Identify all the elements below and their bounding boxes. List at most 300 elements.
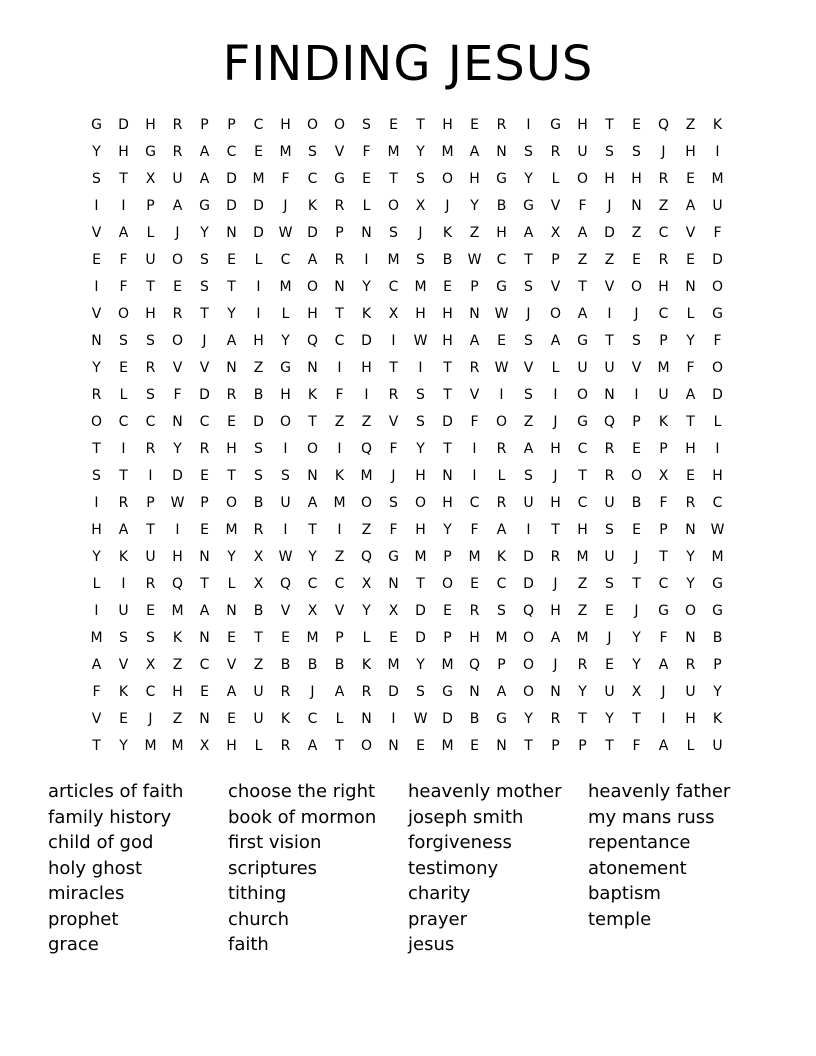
grid-letter: D xyxy=(199,387,210,403)
grid-letter: N xyxy=(685,279,696,295)
grid-letter: S xyxy=(119,630,128,646)
grid-letter: T xyxy=(605,333,614,349)
grid-letter: R xyxy=(469,603,480,619)
grid-letter: Z xyxy=(577,252,588,268)
word-item: child of god xyxy=(48,832,154,853)
grid-letter: B xyxy=(253,387,264,403)
grid-letter: M xyxy=(387,252,400,268)
grid-letter: S xyxy=(416,414,425,430)
grid-letter: H xyxy=(415,522,426,538)
grid-letter: S xyxy=(605,522,614,538)
grid-letter: C xyxy=(145,684,156,700)
grid-letter: T xyxy=(524,738,533,754)
grid-letter: I xyxy=(94,495,99,511)
grid-letter: O xyxy=(279,414,292,430)
grid-letter: U xyxy=(658,387,669,403)
grid-letter: F xyxy=(362,144,371,160)
grid-letter: E xyxy=(605,657,614,673)
grid-letter: I xyxy=(94,198,99,214)
grid-letter: A xyxy=(496,684,507,700)
grid-letter: P xyxy=(335,225,344,241)
grid-letter: E xyxy=(227,630,236,646)
grid-letter: T xyxy=(659,549,668,565)
grid-letter: Z xyxy=(253,360,264,376)
grid-letter: Z xyxy=(334,549,345,565)
grid-letter: I xyxy=(256,279,261,295)
grid-letter: P xyxy=(659,522,668,538)
grid-letter: S xyxy=(605,576,614,592)
grid-letter: J xyxy=(553,576,558,592)
grid-letter: N xyxy=(307,468,318,484)
grid-letter: H xyxy=(658,279,669,295)
grid-letter: I xyxy=(94,279,99,295)
grid-letter: G xyxy=(658,603,669,619)
grid-letter: B xyxy=(496,198,507,214)
grid-letter: B xyxy=(307,657,318,673)
grid-letter: M xyxy=(576,630,589,646)
grid-letter: C xyxy=(307,171,318,187)
grid-letter: T xyxy=(632,711,641,727)
grid-letter: V xyxy=(91,711,102,727)
grid-letter: F xyxy=(659,495,668,511)
grid-letter: A xyxy=(469,333,480,349)
grid-letter: O xyxy=(711,360,724,376)
grid-letter: N xyxy=(199,630,210,646)
grid-letter: W xyxy=(710,522,725,538)
grid-letter: X xyxy=(199,738,210,754)
grid-letter: C xyxy=(145,414,156,430)
grid-letter: A xyxy=(118,522,129,538)
grid-letter: E xyxy=(470,117,479,133)
grid-letter: T xyxy=(119,171,128,187)
grid-letter: U xyxy=(145,252,156,268)
grid-letter: H xyxy=(577,522,588,538)
grid-letter: T xyxy=(578,279,587,295)
grid-letter: J xyxy=(553,414,558,430)
grid-letter: X xyxy=(145,657,156,673)
grid-letter: P xyxy=(200,117,209,133)
word-item: joseph smith xyxy=(408,806,524,828)
grid-letter: V xyxy=(118,657,129,673)
grid-letter: H xyxy=(550,441,561,457)
grid-letter: T xyxy=(335,306,344,322)
grid-letter: R xyxy=(91,387,102,403)
grid-letter: A xyxy=(523,441,534,457)
grid-letter: J xyxy=(202,333,207,349)
grid-letter: J xyxy=(661,684,666,700)
grid-letter: G xyxy=(550,117,561,133)
word-column xyxy=(588,779,768,958)
grid-letter: H xyxy=(172,549,183,565)
grid-letter: H xyxy=(415,468,426,484)
grid-letter: R xyxy=(145,441,156,457)
grid-letter: T xyxy=(416,117,425,133)
word-item: scriptures xyxy=(228,857,318,879)
word-column xyxy=(48,779,228,958)
grid-letter: E xyxy=(686,252,695,268)
grid-letter: E xyxy=(389,630,398,646)
page-title: FINDING JESUS xyxy=(222,36,594,92)
grid-letter: S xyxy=(362,117,371,133)
grid-letter: A xyxy=(334,684,345,700)
grid-letter: D xyxy=(442,711,453,727)
grid-letter: J xyxy=(607,198,612,214)
grid-letter: X xyxy=(388,603,399,619)
grid-letter: Y xyxy=(524,711,533,727)
grid-letter: W xyxy=(278,225,293,241)
grid-letter: U xyxy=(712,198,723,214)
grid-letter: Z xyxy=(172,711,183,727)
grid-letter: T xyxy=(443,360,452,376)
grid-letter: I xyxy=(256,306,261,322)
grid-letter: K xyxy=(172,630,183,646)
grid-letter: L xyxy=(146,225,155,241)
grid-letter: Y xyxy=(443,522,452,538)
grid-letter: Z xyxy=(361,414,372,430)
grid-letter: I xyxy=(283,522,288,538)
grid-letter: G xyxy=(712,576,723,592)
grid-letter: O xyxy=(684,603,697,619)
word-item: articles of faith xyxy=(48,781,184,802)
grid-letter: C xyxy=(334,576,345,592)
grid-letter: I xyxy=(337,441,342,457)
grid-letter: G xyxy=(712,306,723,322)
grid-letter: F xyxy=(713,333,722,349)
grid-letter: D xyxy=(253,414,264,430)
grid-letter: H xyxy=(631,171,642,187)
grid-letter: M xyxy=(360,468,373,484)
grid-letter: S xyxy=(119,333,128,349)
grid-letter: S xyxy=(254,468,263,484)
grid-letter: S xyxy=(92,468,101,484)
grid-letter: G xyxy=(577,414,588,430)
grid-letter: S xyxy=(416,684,425,700)
grid-letter: R xyxy=(172,144,183,160)
grid-letter: R xyxy=(604,468,615,484)
grid-letter: F xyxy=(281,171,290,187)
grid-letter: Q xyxy=(522,603,535,619)
grid-letter: T xyxy=(605,117,614,133)
grid-letter: I xyxy=(148,468,153,484)
grid-letter: L xyxy=(551,171,560,187)
grid-letter: R xyxy=(388,387,399,403)
grid-letter: T xyxy=(443,441,452,457)
grid-letter: E xyxy=(632,522,641,538)
grid-letter: O xyxy=(171,333,184,349)
grid-letter: H xyxy=(712,468,723,484)
grid-letter: L xyxy=(362,630,371,646)
grid-letter: Q xyxy=(603,414,616,430)
grid-letter: O xyxy=(117,306,130,322)
grid-letter: M xyxy=(387,657,400,673)
grid-letter: V xyxy=(469,387,480,403)
grid-letter: L xyxy=(335,711,344,727)
word-item: temple xyxy=(588,908,652,930)
grid-letter: N xyxy=(361,711,372,727)
word-item: grace xyxy=(48,934,99,955)
grid-letter: J xyxy=(634,306,639,322)
grid-letter: G xyxy=(388,549,399,565)
grid-letter: J xyxy=(607,630,612,646)
grid-letter: U xyxy=(604,495,615,511)
grid-letter: C xyxy=(307,576,318,592)
grid-letter: R xyxy=(685,657,696,673)
grid-letter: G xyxy=(523,198,534,214)
grid-letter: T xyxy=(578,711,587,727)
grid-letter: T xyxy=(146,279,155,295)
grid-letter: K xyxy=(712,711,723,727)
grid-letter: M xyxy=(414,549,427,565)
grid-letter: C xyxy=(199,414,210,430)
grid-letter: W xyxy=(278,549,293,565)
word-item: tithing xyxy=(228,883,287,904)
grid-letter: S xyxy=(146,387,155,403)
grid-letter: M xyxy=(711,171,724,187)
grid-letter: I xyxy=(715,144,720,160)
grid-letter: F xyxy=(119,279,128,295)
grid-letter: I xyxy=(526,117,531,133)
grid-letter: H xyxy=(685,441,696,457)
grid-letter: M xyxy=(279,279,292,295)
grid-letter: N xyxy=(469,306,480,322)
grid-letter: V xyxy=(685,225,696,241)
grid-letter: E xyxy=(200,684,209,700)
grid-letter: O xyxy=(225,495,238,511)
grid-letter: R xyxy=(550,549,561,565)
grid-letter: E xyxy=(416,738,425,754)
grid-letter: M xyxy=(333,495,346,511)
grid-letter: U xyxy=(145,549,156,565)
grid-letter: I xyxy=(499,387,504,403)
grid-letter: Z xyxy=(658,198,669,214)
grid-letter: F xyxy=(659,630,668,646)
grid-letter: K xyxy=(712,117,723,133)
grid-letter: S xyxy=(416,171,425,187)
grid-letter: T xyxy=(254,630,263,646)
grid-letter: T xyxy=(578,468,587,484)
grid-letter: R xyxy=(172,306,183,322)
letter-grid xyxy=(83,112,731,760)
grid-letter: Y xyxy=(686,576,695,592)
grid-letter: A xyxy=(685,387,696,403)
grid-letter: P xyxy=(632,414,641,430)
grid-letter: N xyxy=(550,684,561,700)
grid-letter: R xyxy=(604,441,615,457)
grid-letter: O xyxy=(90,414,103,430)
grid-letter: P xyxy=(551,738,560,754)
grid-letter: C xyxy=(658,306,669,322)
grid-letter: O xyxy=(522,684,535,700)
grid-letter: W xyxy=(494,360,509,376)
grid-letter: I xyxy=(715,441,720,457)
grid-letter: G xyxy=(577,333,588,349)
grid-letter: Y xyxy=(362,603,371,619)
grid-letter: H xyxy=(550,603,561,619)
grid-letter: G xyxy=(91,117,102,133)
grid-letter: S xyxy=(92,171,101,187)
grid-letter: R xyxy=(334,198,345,214)
grid-letter: H xyxy=(496,225,507,241)
grid-letter: S xyxy=(281,468,290,484)
grid-letter: A xyxy=(577,225,588,241)
grid-letter: N xyxy=(307,360,318,376)
grid-letter: X xyxy=(307,603,318,619)
grid-letter: D xyxy=(442,414,453,430)
grid-letter: E xyxy=(200,468,209,484)
grid-letter: X xyxy=(631,684,642,700)
grid-letter: S xyxy=(308,144,317,160)
word-item: repentance xyxy=(588,832,691,853)
grid-letter: C xyxy=(658,576,669,592)
grid-letter: Y xyxy=(119,738,128,754)
grid-letter: H xyxy=(442,117,453,133)
grid-letter: N xyxy=(469,684,480,700)
word-item: faith xyxy=(228,934,269,955)
grid-letter: O xyxy=(576,171,589,187)
word-item: book of mormon xyxy=(228,806,377,828)
grid-letter: R xyxy=(496,117,507,133)
grid-letter: A xyxy=(91,657,102,673)
grid-letter: Y xyxy=(416,657,425,673)
grid-letter: R xyxy=(118,495,129,511)
grid-letter: R xyxy=(658,171,669,187)
grid-letter: I xyxy=(175,522,180,538)
grid-letter: S xyxy=(389,225,398,241)
grid-letter: N xyxy=(199,711,210,727)
grid-letter: L xyxy=(362,198,371,214)
grid-letter: V xyxy=(280,603,291,619)
grid-letter: C xyxy=(388,279,399,295)
grid-letter: V xyxy=(91,225,102,241)
grid-letter: Z xyxy=(577,576,588,592)
grid-letter: P xyxy=(551,252,560,268)
grid-letter: A xyxy=(307,495,318,511)
grid-letter: A xyxy=(550,630,561,646)
grid-letter: A xyxy=(469,144,480,160)
grid-letter: M xyxy=(225,522,238,538)
grid-letter: N xyxy=(226,360,237,376)
grid-letter: L xyxy=(551,360,560,376)
grid-letter: U xyxy=(712,738,723,754)
grid-letter: Y xyxy=(200,225,209,241)
grid-letter: N xyxy=(442,468,453,484)
grid-letter: F xyxy=(713,225,722,241)
grid-letter: T xyxy=(686,414,695,430)
grid-letter: J xyxy=(661,144,666,160)
grid-letter: S xyxy=(200,279,209,295)
grid-letter: R xyxy=(361,684,372,700)
grid-letter: O xyxy=(333,117,346,133)
grid-letter: L xyxy=(497,468,506,484)
grid-letter: A xyxy=(658,738,669,754)
grid-letter: T xyxy=(416,576,425,592)
grid-letter: O xyxy=(441,171,454,187)
grid-letter: T xyxy=(308,522,317,538)
grid-letter: K xyxy=(307,198,318,214)
grid-letter: C xyxy=(496,252,507,268)
grid-letter: R xyxy=(334,252,345,268)
grid-letter: H xyxy=(280,387,291,403)
grid-letter: P xyxy=(659,333,668,349)
grid-letter: V xyxy=(199,360,210,376)
word-item: my mans russ xyxy=(588,806,715,828)
grid-letter: I xyxy=(391,333,396,349)
grid-letter: O xyxy=(387,198,400,214)
word-column xyxy=(228,779,408,958)
grid-letter: Z xyxy=(685,117,696,133)
grid-letter: D xyxy=(172,468,183,484)
grid-letter: R xyxy=(577,657,588,673)
grid-letter: S xyxy=(497,603,506,619)
grid-letter: A xyxy=(226,333,237,349)
grid-letter: X xyxy=(388,306,399,322)
grid-letter: A xyxy=(496,522,507,538)
grid-letter: I xyxy=(121,576,126,592)
word-item: heavenly father xyxy=(588,781,731,802)
grid-letter: H xyxy=(442,333,453,349)
grid-letter: Y xyxy=(92,144,101,160)
grid-letter: L xyxy=(686,306,695,322)
grid-letter: U xyxy=(118,603,129,619)
grid-letter: B xyxy=(442,252,453,268)
grid-letter: R xyxy=(226,387,237,403)
grid-letter: V xyxy=(91,306,102,322)
word-item: forgiveness xyxy=(408,832,512,853)
grid-letter: D xyxy=(361,333,372,349)
grid-letter: F xyxy=(578,198,587,214)
grid-letter: D xyxy=(226,198,237,214)
grid-letter: E xyxy=(443,279,452,295)
grid-letter: I xyxy=(364,387,369,403)
grid-letter: C xyxy=(577,495,588,511)
grid-letter: Y xyxy=(92,549,101,565)
word-item: atonement xyxy=(588,857,687,879)
grid-letter: A xyxy=(172,198,183,214)
grid-letter: M xyxy=(495,630,508,646)
grid-letter: Y xyxy=(281,333,290,349)
grid-letter: B xyxy=(631,495,642,511)
grid-letter: P xyxy=(578,738,587,754)
grid-letter: J xyxy=(418,225,423,241)
grid-letter: H xyxy=(604,171,615,187)
word-item: holy ghost xyxy=(48,857,143,879)
grid-letter: Y xyxy=(416,441,425,457)
grid-letter: O xyxy=(630,468,643,484)
grid-letter: S xyxy=(632,333,641,349)
grid-letter: I xyxy=(121,441,126,457)
grid-letter: A xyxy=(199,171,210,187)
grid-letter: P xyxy=(443,549,452,565)
grid-letter: H xyxy=(307,306,318,322)
grid-letter: M xyxy=(90,630,103,646)
grid-letter: Y xyxy=(227,549,236,565)
grid-letter: S xyxy=(524,333,533,349)
grid-letter: O xyxy=(360,738,373,754)
grid-letter: G xyxy=(496,171,507,187)
grid-letter: C xyxy=(712,495,723,511)
grid-letter: M xyxy=(252,171,265,187)
grid-letter: U xyxy=(253,711,264,727)
grid-letter: H xyxy=(442,306,453,322)
grid-letter: Y xyxy=(470,198,479,214)
grid-letter: W xyxy=(494,306,509,322)
grid-letter: J xyxy=(445,198,450,214)
grid-letter: N xyxy=(604,387,615,403)
grid-letter: H xyxy=(91,522,102,538)
grid-letter: N xyxy=(361,225,372,241)
grid-letter: R xyxy=(172,117,183,133)
grid-letter: G xyxy=(442,684,453,700)
